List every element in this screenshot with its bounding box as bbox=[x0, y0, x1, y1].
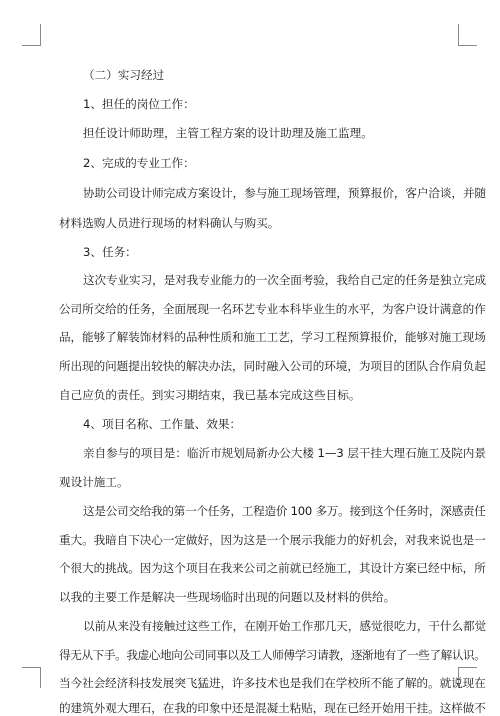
subheading-work: 2、完成的专业工作： bbox=[83, 156, 195, 170]
crop-mark-bottom-left-horizontal bbox=[22, 667, 41, 668]
text-line: 担任设计师助理，主管工程方案的设计助理及施工监理。 bbox=[83, 126, 373, 140]
section-heading: （二）实习经过 bbox=[83, 68, 165, 82]
crop-mark-top-right-horizontal bbox=[458, 45, 477, 46]
text-line: 以我的主要工作是解决一些现场临时出现的问题以及材料的供给。 bbox=[59, 590, 396, 604]
subheading-position: 1、担任的岗位工作： bbox=[83, 97, 195, 111]
subheading-task: 3、任务： bbox=[83, 245, 137, 259]
text-line: 协助公司设计师完成方案设计，参与施工现场管理，预算报价，客户洽谈，并随 bbox=[83, 186, 486, 200]
crop-mark-top-right-vertical bbox=[458, 24, 459, 45]
subheading-project: 4、项目名称、工作量、效果： bbox=[83, 417, 242, 431]
text-line: 的建筑外观大理石，在我的印象中还是混凝土粘贴，现在已经开始用干挂。这样做不 bbox=[59, 701, 486, 715]
crop-mark-top-left-horizontal bbox=[22, 45, 41, 46]
text-line: 得无从下手。我虚心地向公司同事以及工人师傅学习请教，逐渐地有了一些了解认识。 bbox=[59, 648, 486, 662]
text-line: 自己应负的责任。到实习期结束，我已基本完成这些目标。 bbox=[59, 388, 361, 402]
text-line: 这是公司交给我的第一个任务，工程造价 100 多万。接到这个任务时，深感责任 bbox=[83, 504, 486, 518]
text-line: 这次专业实习，是对我专业能力的一次全面考验，我给自己定的任务是独立完成 bbox=[83, 273, 486, 287]
text-line: 亲自参与的项目是：临沂市规划局新办公大楼 1—3 层干挂大理石施工及院内景 bbox=[83, 446, 486, 460]
text-line: 材料选购人员进行现场的材料确认与购买。 bbox=[59, 216, 280, 230]
text-line: 观设计施工。 bbox=[59, 475, 129, 489]
text-line: 所出现的问题提出较快的解决办法，同时融入公司的环境，为项目的团队合作肩负起 bbox=[59, 359, 486, 373]
text-line: 公司所交给的任务，全面展现一名环艺专业本科毕业生的水平，为客户设计满意的作 bbox=[59, 302, 486, 316]
crop-mark-top-left-vertical bbox=[40, 24, 41, 45]
crop-mark-bottom-left-vertical bbox=[40, 667, 41, 688]
text-line: 重大。我暗自下决心一定做好，因为这是一个展示我能力的好机会，对我来说也是一 bbox=[59, 533, 486, 547]
text-line: 当今社会经济科技发展突飞猛进，许多技术也是我们在学校所不能了解的。就说现在 bbox=[59, 676, 486, 690]
text-line: 个很大的挑战。因为这个项目在我来公司之前就已经施工，其设计方案已经中标，所 bbox=[59, 561, 486, 575]
crop-mark-bottom-right-horizontal bbox=[458, 667, 477, 668]
text-line: 以前从来没有接触过这些工作，在刚开始工作那几天，感觉很吃力，干什么都觉 bbox=[83, 619, 486, 633]
text-line: 品，能够了解装饰材料的品种性质和施工工艺，学习工程预算报价，能够对施工现场 bbox=[59, 330, 486, 344]
